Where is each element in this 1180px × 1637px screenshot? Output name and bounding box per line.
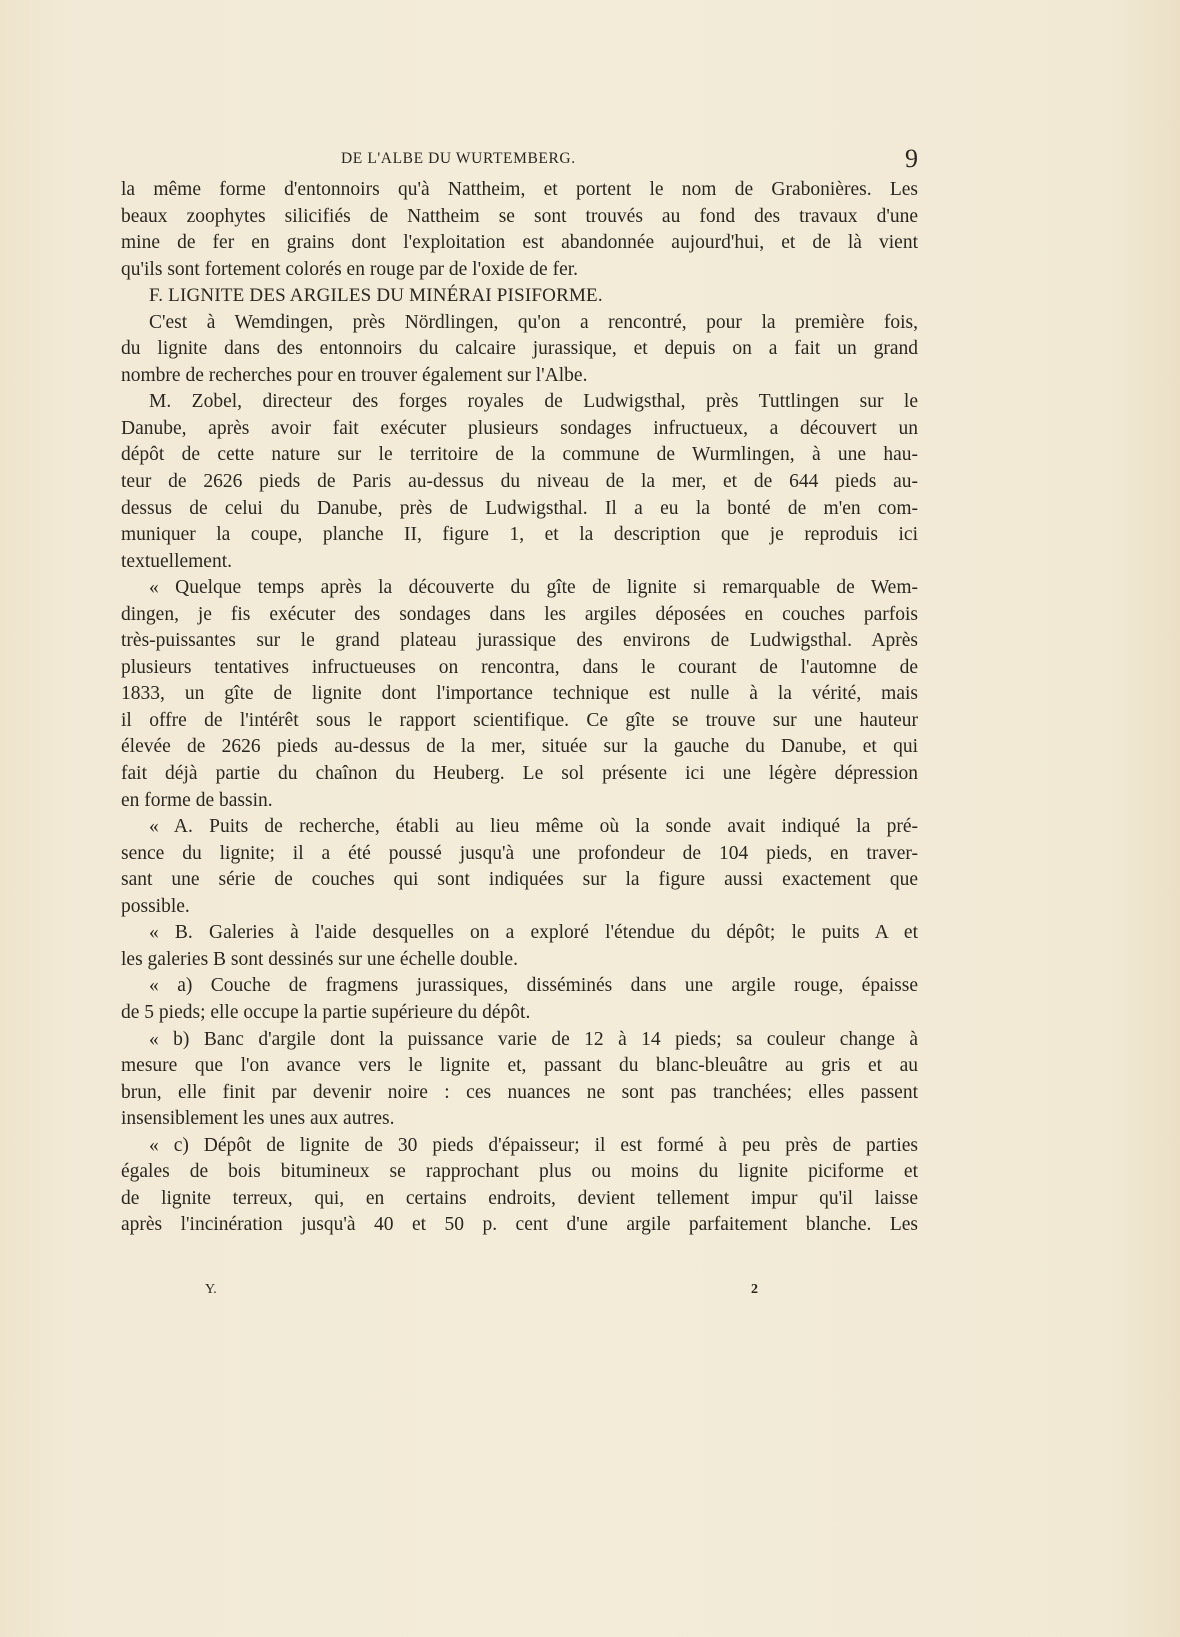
text-line: textuellement. — [121, 550, 233, 572]
text-line: mesure que l'on avance vers le lignite et, passant du blanc-bleuâtre au gris et au — [121, 1055, 918, 1077]
text-line: du lignite dans des entonnoirs du calcaire jurassique, et depuis on a fait un grand — [121, 338, 918, 360]
text-line: très-puissantes sur le grand plateau jurassique des environs de Ludwigsthal. Après — [121, 630, 918, 652]
text-line: de 5 pieds; elle occupe la partie supérieure du dépôt. — [121, 1001, 531, 1023]
text-line: muniquer la coupe, planche II, figure 1, et la description que je reproduis ici — [121, 524, 918, 546]
text-line: élevée de 2626 pieds au-dessus de la mer, située sur la gauche du Danube, et qui — [121, 736, 918, 758]
body-text — [121, 177, 918, 1239]
section-heading: F. LIGNITE DES ARGILES DU MINÉRAI PISIFORME. — [149, 285, 603, 307]
text-line: « c) Dépôt de lignite de 30 pieds d'épaisseur; il est formé à peu près de parties — [149, 1134, 918, 1156]
text-line: « A. Puits de recherche, établi au lieu même où la sonde avait indiqué la pré- — [149, 816, 918, 838]
text-line: possible. — [121, 895, 190, 917]
text-line: en forme de bassin. — [121, 789, 273, 811]
text-line: qu'ils sont fortement colorés en rouge par de l'oxide de fer. — [121, 258, 579, 280]
text-line: brun, elle finit par devenir noire : ces nuances ne sont pas tranchées; elles passent — [121, 1081, 918, 1103]
text-line: de lignite terreux, qui, en certains endroits, devient tellement impur qu'il laisse — [121, 1187, 918, 1209]
text-line: Danube, après avoir fait exécuter plusieurs sondages infructueux, a découvert un — [121, 417, 918, 439]
text-line: M. Zobel, directeur des forges royales de Ludwigsthal, près Tuttlingen sur le — [149, 391, 918, 413]
text-line: dessus de celui du Danube, près de Ludwigsthal. Il a eu la bonté de m'en com- — [121, 497, 918, 519]
text-line: sant une série de couches qui sont indiquées sur la figure aussi exactement que — [121, 869, 918, 891]
signature-mark: Y. — [205, 1282, 217, 1297]
text-line: les galeries B sont dessinés sur une échelle double. — [121, 948, 518, 970]
text-line: nombre de recherches pour en trouver également sur l'Albe. — [121, 364, 588, 386]
text-line: après l'incinération jusqu'à 40 et 50 p. cent d'une argile parfaitement blanche. Les — [121, 1214, 918, 1236]
text-line: dépôt de cette nature sur le territoire de la commune de Wurmlingen, à une hau- — [121, 444, 918, 466]
text-line: « b) Banc d'argile dont la puissance varie de 12 à 14 pieds; sa couleur change à — [149, 1028, 918, 1050]
page-header — [121, 144, 918, 178]
text-line: teur de 2626 pieds de Paris au-dessus du niveau de la mer, et de 644 pieds au- — [121, 471, 918, 493]
text-line: « a) Couche de fragmens jurassiques, disséminés dans une argile rouge, épaisse — [149, 975, 918, 997]
text-line: insensiblement les unes aux autres. — [121, 1108, 395, 1130]
page-footer — [121, 1282, 918, 1302]
text-line: la même forme d'entonnoirs qu'à Nattheim, et portent le nom de Grabonières. Les — [121, 179, 918, 200]
text-line: fait déjà partie du chaînon du Heuberg. Le sol présente ici une légère dépression — [121, 763, 918, 785]
running-title: DE L'ALBE DU WURTEMBERG. — [341, 150, 576, 167]
sheet-number: 2 — [751, 1282, 758, 1297]
text-line: dingen, je fis exécuter des sondages dans les argiles déposées en couches parfois — [121, 603, 918, 625]
text-line: 1833, un gîte de lignite dont l'importance technique est nulle à la vérité, mais — [121, 683, 918, 705]
text-line: C'est à Wemdingen, près Nördlingen, qu'on a rencontré, pour la première fois, — [149, 311, 918, 333]
text-line: « Quelque temps après la découverte du gîte de lignite si remarquable de Wem- — [149, 577, 918, 599]
text-line: mine de fer en grains dont l'exploitation est abandonnée aujourd'hui, et de là vient — [121, 232, 918, 254]
page-number: 9 — [905, 144, 918, 173]
text-line: « B. Galeries à l'aide desquelles on a exploré l'étendue du dépôt; le puits A et — [149, 922, 918, 944]
text-line: sence du lignite; il a été poussé jusqu'à une profondeur de 104 pieds, en traver- — [121, 842, 918, 864]
text-line: égales de bois bitumineux se rapprochant plus ou moins du lignite piciforme et — [121, 1161, 918, 1183]
text-line: beaux zoophytes silicifiés de Nattheim se sont trouvés au fond des travaux d'une — [121, 205, 918, 227]
text-line: il offre de l'intérêt sous le rapport scientifique. Ce gîte se trouve sur une hauteur — [121, 709, 918, 731]
text-line: plusieurs tentatives infructueuses on rencontra, dans le courant de l'automne de — [121, 656, 918, 678]
